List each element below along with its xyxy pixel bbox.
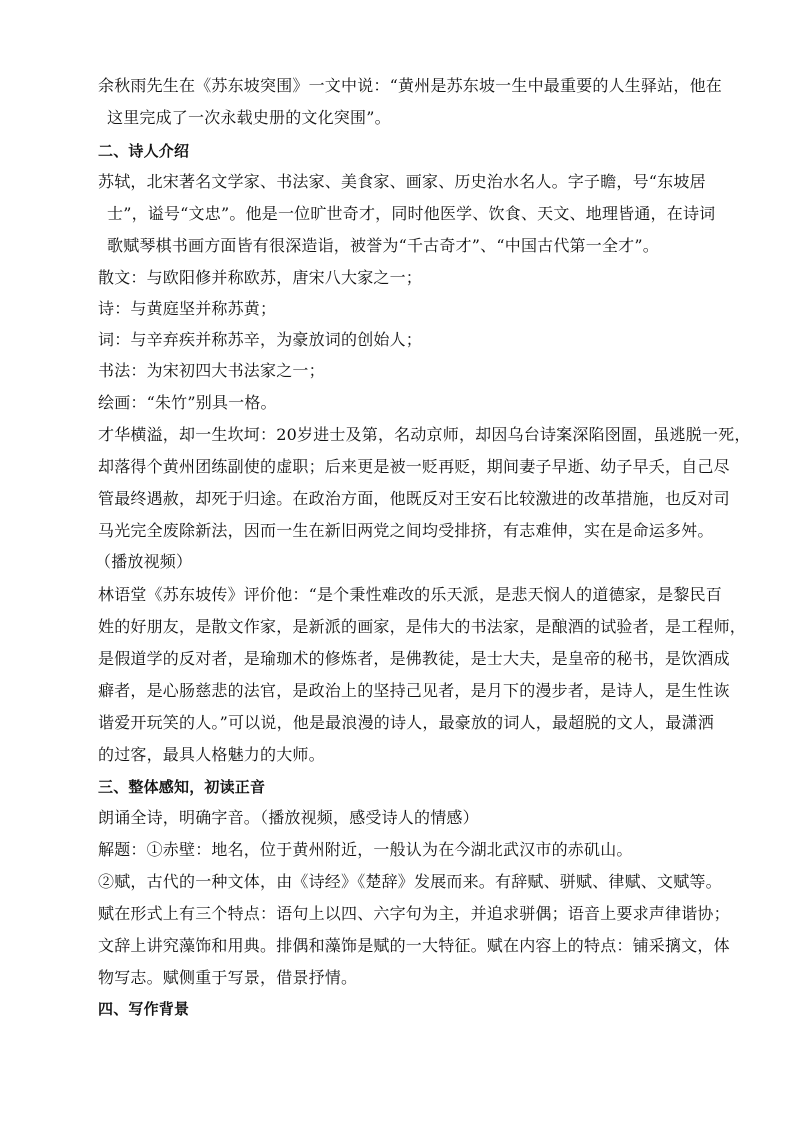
achievement-poetry: 诗：与黄庭坚并称苏黄；	[98, 299, 277, 318]
fu-line-3: 文辞上讲究藻饰和用典。排偶和藻饰是赋的一大特征。赋在内容上的特点：铺采摛文，体	[98, 936, 730, 955]
fu-line-4: 物写志。赋侧重于写景，借景抒情。	[98, 968, 358, 987]
career-line-1: 才华横溢，却一生坎坷：20岁进士及第，名动京师，却因乌台诗案深陷囹圄，虽逃脱一死，	[98, 425, 751, 444]
bio-line-2: 士”，谥号“文忠”。他是一位旷世奇才，同时他医学、饮食、天文、地理皆通，在诗词	[107, 204, 716, 223]
lin-quote-line-5: 谐爱开玩笑的人。”可以说，他是最浪漫的诗人，最豪放的词人，最超脱的文人，最潇洒	[98, 713, 714, 732]
achievement-painting: 绘画：“朱竹”别具一格。	[98, 393, 277, 412]
career-line-2: 却落得个黄州团练副使的虚职；后来更是被一贬再贬，期间妻子早逝、幼子早夭，自己尽	[98, 457, 730, 476]
career-line-4: 马光完全废除新法，因而一生在新旧两党之间均受排挤，有志难伸，实在是命运多舛。	[98, 521, 714, 540]
fu-line-1: ②赋，古代的一种文体，由《诗经》《楚辞》发展而来。有辞赋、骈赋、律赋、文赋等。	[98, 872, 722, 891]
read-instruction: 朗诵全诗，明确字音。（播放视频，感受诗人的情感）	[98, 808, 479, 827]
bio-line-1: 苏轼，北宋著名文学家、书法家、美食家、画家、历史治水名人。字子瞻，号“东坡居	[98, 172, 706, 191]
lin-quote-line-3: 是假道学的反对者，是瑜珈术的修炼者，是佛教徒，是士大夫，是皇帝的秘书，是饮酒成	[98, 649, 730, 668]
achievement-ci: 词：与辛弃疾并称苏辛，为豪放词的创始人；	[98, 330, 423, 349]
title-explanation: 解题：①赤壁：地名，位于黄州附近，一般认为在今湖北武汉市的赤矶山。	[98, 840, 633, 859]
video-note: （播放视频）	[95, 552, 193, 571]
achievement-calligraphy: 书法：为宋初四大书法家之一；	[98, 361, 325, 380]
lin-quote-line-4: 癖者，是心肠慈悲的法官，是政治上的坚持己见者，是月下的漫步者，是诗人，是生性诙	[98, 681, 730, 700]
bio-line-3: 歌赋琴棋书画方面皆有很深造诣，被誉为“千古奇才”、“中国古代第一全才”。	[107, 236, 659, 255]
fu-line-2: 赋在形式上有三个特点：语句上以四、六字句为主，并追求骈偶；语音上要求声律谐协；	[98, 904, 730, 923]
section-heading-background: 四、写作背景	[98, 1000, 190, 1018]
lin-quote-line-2: 姓的好朋友，是散文作家，是新派的画家，是伟大的书法家，是酿酒的试验者，是工程师，	[98, 617, 747, 636]
section-heading-poet: 二、诗人介绍	[98, 142, 190, 160]
career-line-3: 管最终遇赦，却死于归途。在政治方面，他既反对王安石比较激进的改革措施，也反对司	[98, 489, 730, 508]
achievement-prose: 散文：与欧阳修并称欧苏，唐宋八大家之一；	[98, 268, 423, 287]
lin-quote-line-6: 的过客，最具人格魅力的大师。	[98, 745, 325, 764]
lin-quote-line-1: 林语堂《苏东坡传》评价他：“是个秉性难改的乐天派，是悲天悯人的道德家，是黎民百	[98, 585, 722, 604]
section-heading-reading: 三、整体感知，初读正音	[98, 778, 266, 796]
intro-line-1: 余秋雨先生在《苏东坡突围》一文中说：“黄州是苏东坡一生中最重要的人生驿站，他在	[98, 76, 722, 95]
intro-line-2: 这里完成了一次永载史册的文化突围”。	[107, 108, 391, 127]
